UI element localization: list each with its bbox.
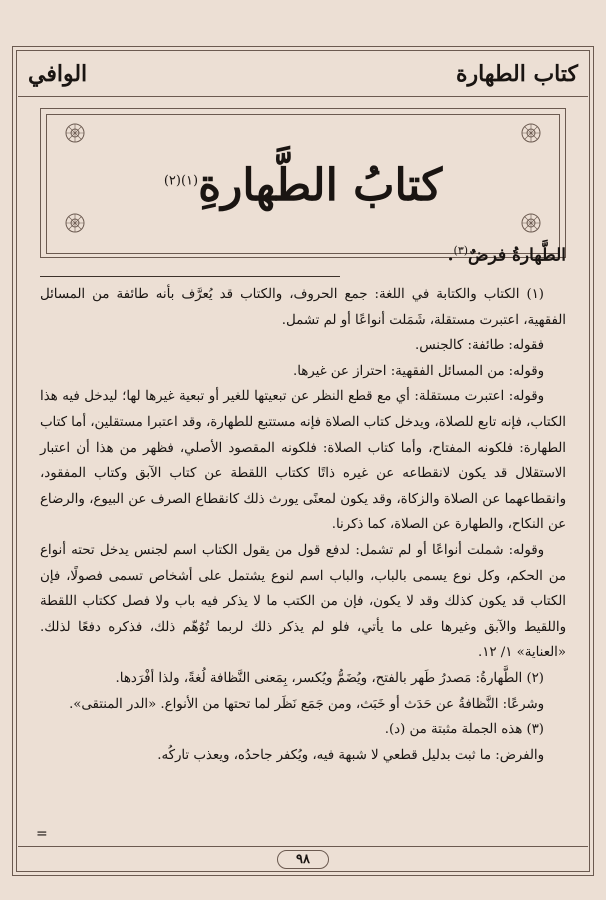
footnote-ref: (٢) [163, 173, 181, 189]
page-number: ٩٨ [277, 850, 329, 869]
main-text: الطَّهارةُ فرضٌ$^{(٣)}$. [447, 244, 566, 266]
footnote-paragraph: والفرض: ما ثبت بدليل قطعي لا شبهة فيه، ويُكفر جاحدُه، ويعذب تاركُه. [157, 747, 544, 763]
rosette-ornament-icon [64, 212, 86, 234]
footnote-paragraph: وقوله: شملت أنواعًا أو لم تشمل: لدفع قول من يقول الكتاب اسم لجنس يدخل تحته أنواع من الحكم، وكل نوع يسمى بالباب، والباب اسم لنوع يشتمل على أشخاص تسمى فصولًا، فإن الكتاب قد يكون كذلك وقد لا يكون، فإن من الكتب ما لا يذكر فيه باب ولا فصل ككتاب اللقطة واللقيط والآبق وغيرها على ما يأتي، فلو لم يذكر ذلك لربما تُوُهّم ذلك، فذكره دفعًا لذلك. «العناية» ١/ ١٢. [40, 542, 566, 661]
footnote-paragraph: وشرعًا: النَّظافةُ عن حَدَث أو خَبَث، ومن جَمَع نَظَر لما تحتها من الأنواع. «الدر المنتقى». [69, 696, 544, 712]
rosette-ornament-icon [520, 212, 542, 234]
footnote-ref: (١) [180, 173, 199, 189]
footnote-paragraph: (٢) الطَّهارةُ: مَصدرُ طَهر بالفتح، ويُضَمُّ ويُكسر، بِمَعنى النَّظافة لُغةً، ولذا أفْرَدها. [115, 670, 544, 686]
page-footer [18, 846, 588, 872]
rosette-ornament-icon [64, 122, 86, 144]
footnote-ref: (٣) [453, 244, 469, 257]
footnotes [40, 282, 566, 768]
header-divider [18, 96, 588, 97]
main-text-body: الطَّهارةُ فرضٌ [468, 245, 566, 266]
running-header [18, 54, 588, 94]
chapter-title [40, 160, 566, 211]
chapter-title-text: كتابُ الطَّهارةِ [198, 160, 443, 211]
series-logo: الوافي [28, 61, 88, 87]
footnote-paragraph: (٣) هذه الجملة مثبتة من (د). [384, 722, 544, 738]
footnote-paragraph: فقوله: طائفة: كالجنس. [415, 338, 544, 354]
footnote-paragraph: وقوله: من المسائل الفقهية: احتراز عن غيرها. [292, 363, 544, 379]
footnote-paragraph: (١) الكتاب والكتابة في اللغة: جمع الحروف، والكتاب قد يُعرَّف بأنه طائفة من المسائل الفقهية، اعتبرت مستقلة، شَمَلت أنواعًا أو لم تشمل. [40, 287, 566, 328]
rosette-ornament-icon [520, 122, 542, 144]
footnote-paragraph: وقوله: اعتبرت مستقلة: أي مع قطع النظر عن تبعيتها للغير أو تبعية غيرها لها؛ ليدخل فيه هذا الكتاب، فإنه تابع للصلاة، ويدخل كتاب الصلاة فإنه مستتبع للطهارة، وقد اعتبرا مستقلين، أما كتاب الطهارة: فلكونه المفتاح، وأما كتاب الصلاة: فلكونه المقصود الأصلي، فظهر من هذا أن اعتبار الاستقلال قد يكون لانقطاعه عن غيره ذاتًا ككتاب اللقطة عن كتاب الآبق وكتاب المفقود، وانقطاعهما عن الصلاة والزكاة، وقد يكون لمعنًى يورث ذلك كانقطاع الصرف عن البيوع، والرضاع عن النكاح، والطهارة عن الصلاة، كما ذكرنا. [40, 389, 566, 533]
continuation-mark: = [36, 826, 48, 842]
footnote-separator [40, 276, 340, 277]
running-title: كتاب الطهارة [455, 61, 578, 87]
